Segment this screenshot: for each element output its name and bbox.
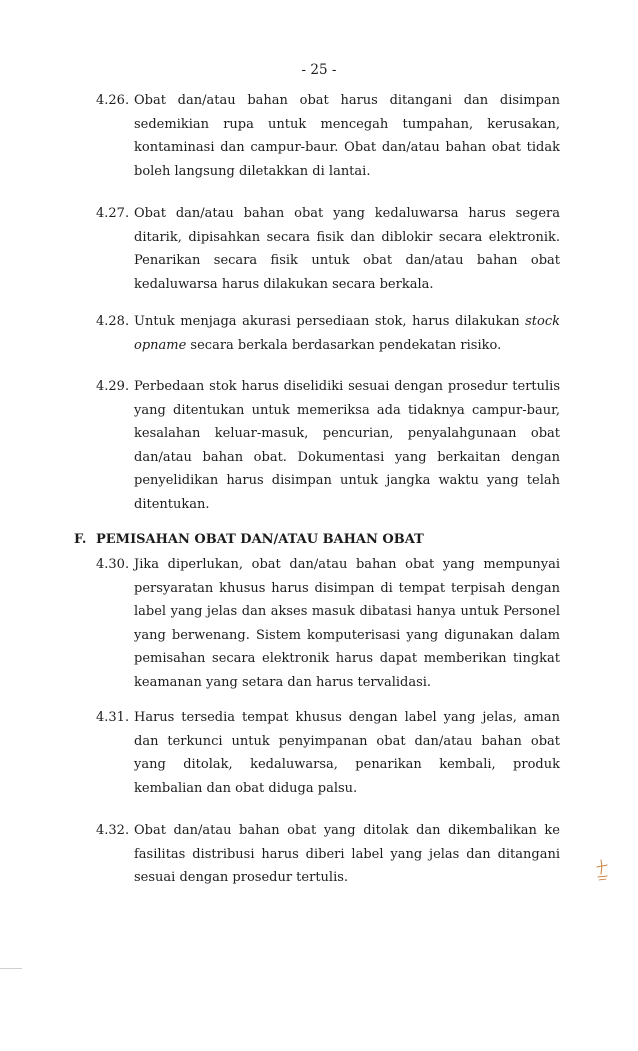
section-letter: F.: [74, 532, 87, 547]
clause-text: Harus tersedia tempat khusus dengan label yang jelas, aman dan terkunci untuk penyimpanan obat dan/atau bahan obat yang ditolak, kedaluwarsa, penarikan kembali, produk kembalian dan obat diduga palsu.: [134, 710, 560, 796]
clause-number: 4.30.: [96, 557, 130, 572]
page-edge-rule: [0, 968, 22, 969]
clause-number: 4.29.: [96, 379, 130, 394]
clause-text: Obat dan/atau bahan obat yang kedaluwarsa harus segera ditarik, dipisahkan secara fisik dan diblokir secara elektronik. Penarikan secara fisik untuk obat dan/atau bahan obat kedaluwarsa harus dilakukan secara berkala.: [134, 206, 560, 292]
clause-4-32: [96, 819, 560, 890]
clause-number: 4.27.: [96, 206, 130, 221]
clause-text: Obat dan/atau bahan obat harus ditangani dan disimpan sedemikian rupa untuk mencegah tumpahan, kerusakan, kontaminasi dan campur-baur. Obat dan/atau bahan obat tidak boleh langsung diletakkan di lantai.: [134, 93, 560, 179]
section-heading: [74, 528, 424, 552]
clause-text: Obat dan/atau bahan obat yang ditolak dan dikembalikan ke fasilitas distribusi harus diberi label yang jelas dan ditangani sesuai dengan prosedur tertulis.: [134, 823, 560, 885]
clause-number: 4.28.: [96, 314, 130, 329]
clause-text: Perbedaan stok harus diselidiki sesuai dengan prosedur tertulis yang ditentukan untuk memeriksa ada tidaknya campur-baur, kesalahan keluar-masuk, pencurian, penyalahgunaan obat dan/atau bahan obat. Dokumentasi yang berkaitan dengan penyelidikan harus disimpan untuk jangka waktu yang telah ditentukan.: [134, 379, 560, 512]
page-number: - 25 -: [301, 62, 337, 78]
section-title: PEMISAHAN OBAT DAN/ATAU BAHAN OBAT: [96, 532, 424, 547]
clause-number: 4.31.: [96, 710, 130, 725]
clause-4-31: [96, 706, 560, 800]
clause-text: Jika diperlukan, obat dan/atau bahan obat yang mempunyai persyaratan khusus harus disimpan di tempat terpisah dengan label yang jelas dan akses masuk dibatasi hanya untuk Personel yang berwenang. Sistem komputerisasi yang digunakan dalam pemisahan secara elektronik harus dapat memberikan tingkat keamanan yang setara dan harus tervalidasi.: [134, 557, 560, 690]
clause-text: [134, 310, 560, 357]
clause-4-26: [96, 89, 560, 183]
clause-4-30: [96, 553, 560, 694]
clause-number: 4.32.: [96, 823, 130, 838]
handwritten-initial-icon: [596, 858, 608, 882]
clause-text-part: Untuk menjaga akurasi persediaan stok, harus dilakukan: [134, 314, 526, 329]
clause-text-italic: stock opname: [134, 314, 560, 353]
clause-text-part: secara berkala berdasarkan pendekatan risiko.: [186, 337, 502, 353]
clause-4-28: [96, 310, 560, 357]
clause-number: 4.26.: [96, 93, 130, 108]
clause-4-29: [96, 375, 560, 516]
clause-4-27: [96, 202, 560, 296]
